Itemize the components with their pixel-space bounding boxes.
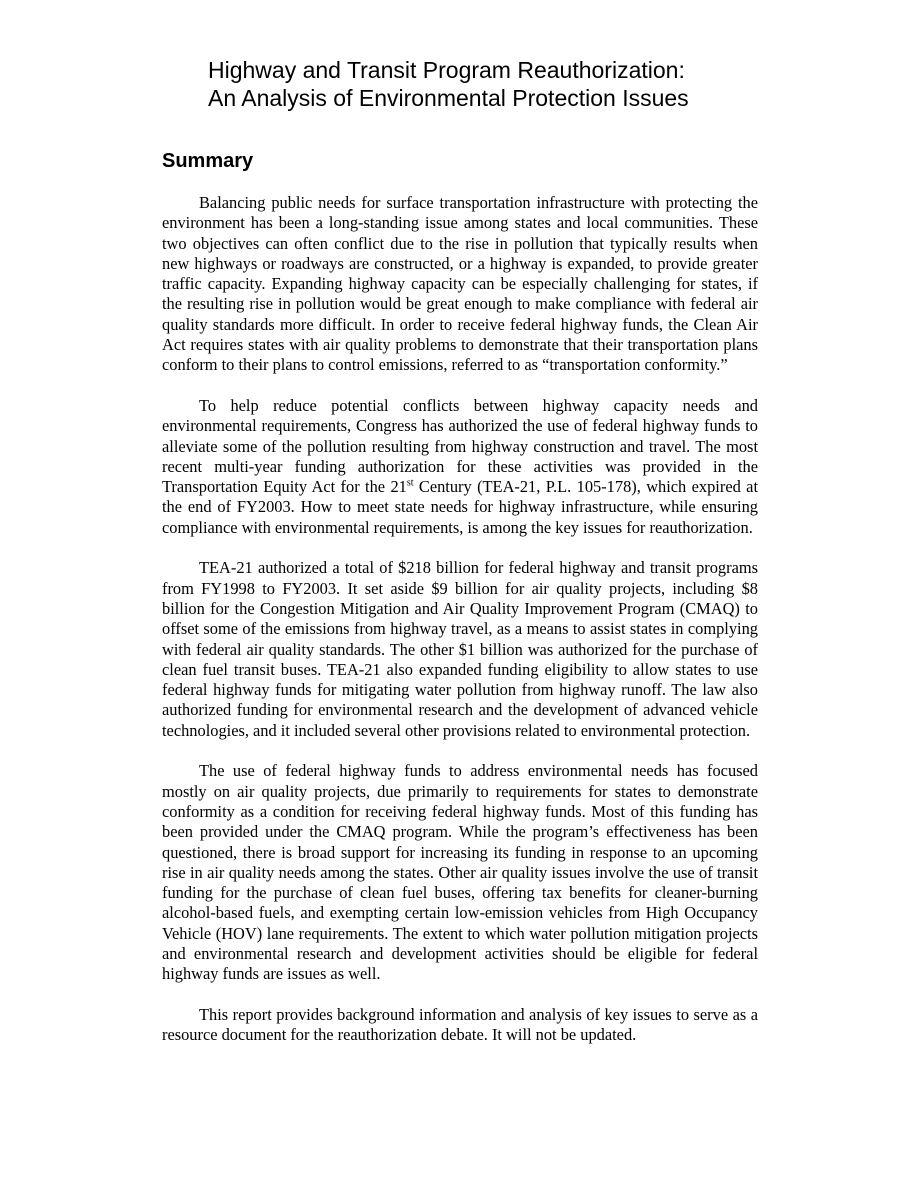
paragraph-1: Balancing public needs for surface transportation infrastructure with protecting the environment has been a long-standing issue among states and local communities. These two objectives can often conflict due to the rise in pollution that typically results when new highways or roadways are constructed, or a highway is expanded, to provide greater traffic capacity. Expanding highway capacity can be especially challenging for states, if the resulting rise in pollution would be great enough to make compliance with federal air quality standards more difficult. In order to receive federal highway funds, the Clean Air Act requires states with air quality problems to demonstrate that their transportation plans conform to their plans to control emissions, referred to as “transportation conformity.” bbox=[162, 193, 758, 375]
title-line-2: An Analysis of Environmental Protection Issues bbox=[208, 85, 689, 111]
paragraph-2-text-b: Century (TEA-21, P.L. 105-178), which expired at the end of FY2003. How to meet state needs for highway infrastructure, while ensuring compliance with environmental requirements, is among the key issues for reauthorization. bbox=[162, 477, 758, 537]
paragraph-2 bbox=[162, 396, 758, 538]
document-title bbox=[208, 56, 768, 112]
section-heading-summary: Summary bbox=[162, 150, 254, 172]
ordinal-superscript: st bbox=[406, 477, 414, 489]
title-line-1: Highway and Transit Program Reauthorization: bbox=[208, 57, 685, 83]
summary-body bbox=[162, 193, 758, 1066]
paragraph-5: This report provides background information and analysis of key issues to serve as a resource document for the reauthorization debate. It will not be updated. bbox=[162, 1004, 758, 1045]
paragraph-3: TEA-21 authorized a total of $218 billion for federal highway and transit programs from FY1998 to FY2003. It set aside $9 billion for air quality projects, including $8 billion for the Congestion Mitigation and Air Quality Improvement Program (CMAQ) to offset some of the emissions from highway travel, as a means to assist states in complying with federal air quality standards. The other $1 billion was authorized for the purchase of clean fuel transit buses. TEA-21 also expanded funding eligibility to allow states to use federal highway funds for mitigating water pollution from highway runoff. The law also authorized funding for environmental research and the development of advanced vehicle technologies, and it included several other provisions related to environmental protection. bbox=[162, 558, 758, 740]
paragraph-2-text-a: To help reduce potential conflicts between highway capacity needs and environmental requirements, Congress has authorized the use of federal highway funds to alleviate some of the pollution resulting from highway construction and travel. The most recent multi-year funding authorization for these activities was provided in the Transportation Equity Act for the 21 bbox=[162, 395, 758, 497]
paragraph-4: The use of federal highway funds to address environmental needs has focused mostly on air quality projects, due primarily to requirements for states to demonstrate conformity as a condition for receiving federal highway funds. Most of this funding has been provided under the CMAQ program. While the program’s effectiveness has been questioned, there is broad support for increasing its funding in response to an upcoming rise in air quality needs among the states. Other air quality issues involve the use of transit funding for the purchase of clean fuel buses, offering tax benefits for cleaner-burning alcohol-based fuels, and exempting certain low-emission vehicles from High Occupancy Vehicle (HOV) lane requirements. The extent to which water pollution mitigation projects and environmental research and development activities should be eligible for federal highway funds are issues as well. bbox=[162, 761, 758, 984]
